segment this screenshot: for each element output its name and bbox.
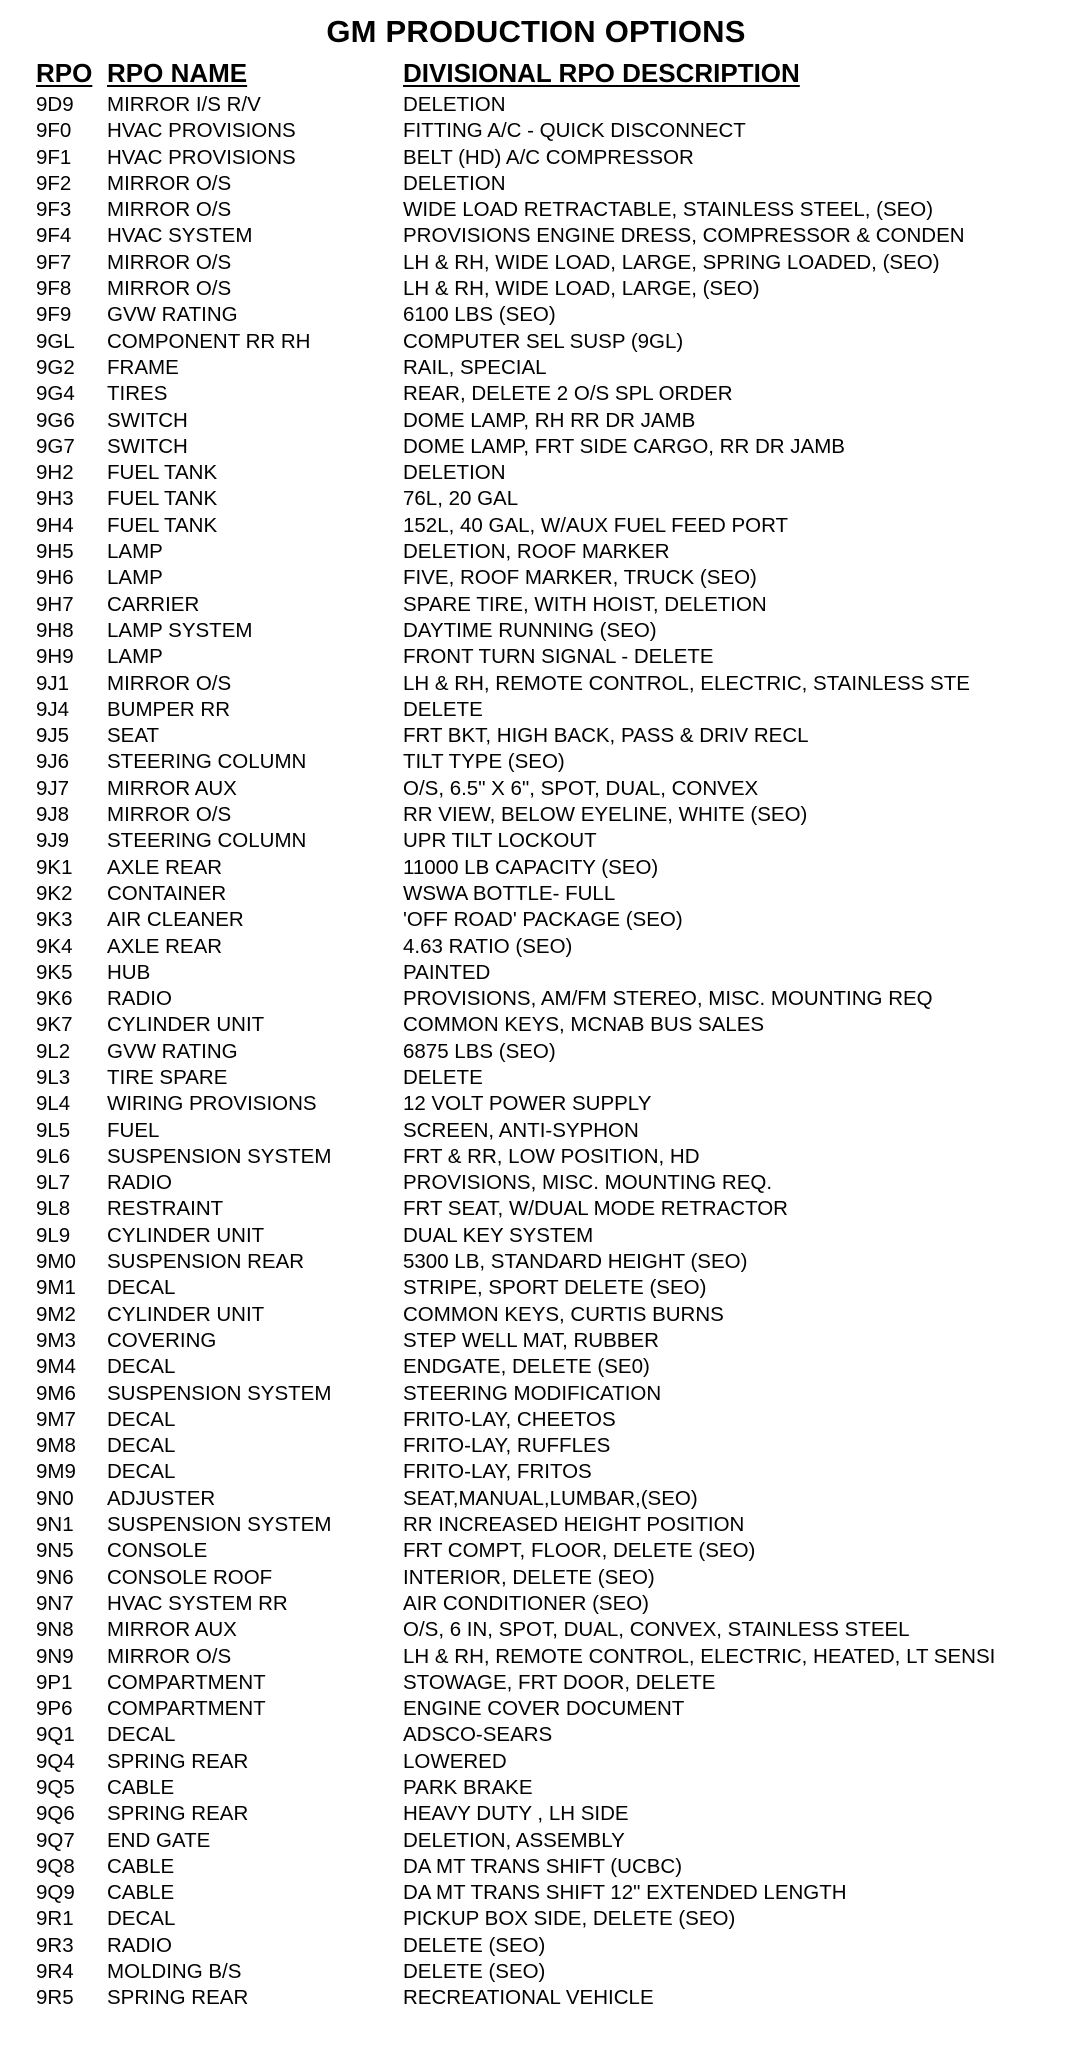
rpo-code: 9Q5 — [36, 1776, 75, 1799]
rpo-description: DELETE (SEO) — [403, 1960, 546, 1984]
rpo-code: 9G4 — [36, 382, 75, 406]
rpo-description: DA MT TRANS SHIFT 12" EXTENDED LENGTH — [403, 1881, 847, 1905]
rpo-description: FRT BKT, HIGH BACK, PASS & DRIV RECL — [403, 724, 809, 748]
rpo-description: LH & RH, WIDE LOAD, LARGE, SPRING LOADED, (SEO) — [403, 250, 940, 274]
table-row — [0, 1696, 1072, 1722]
rpo-description: 5300 LB, STANDARD HEIGHT (SEO) — [403, 1250, 748, 1274]
rpo-description: STEP WELL MAT, RUBBER — [403, 1328, 659, 1352]
table-row — [0, 1354, 1072, 1380]
rpo-code: 9F7 — [36, 250, 72, 274]
table-row — [0, 1722, 1072, 1748]
rpo-name: DECAL — [107, 1907, 176, 1931]
table-row — [0, 907, 1072, 933]
rpo-code: 9H6 — [36, 566, 74, 590]
rpo-name: CONSOLE ROOF — [107, 1565, 273, 1589]
rpo-description: O/S, 6.5" X 6", SPOT, DUAL, CONVEX — [403, 776, 759, 800]
rpo-code: 9H4 — [36, 513, 74, 537]
rpo-code: 9K2 — [36, 881, 73, 905]
rpo-name: MIRROR I/S R/V — [107, 93, 261, 116]
rpo-name: MIRROR O/S — [107, 803, 232, 827]
rpo-code: 9K3 — [36, 908, 73, 932]
table-row — [0, 486, 1072, 512]
rpo-name: FUEL — [107, 1118, 160, 1142]
rpo-code: 9L3 — [36, 1065, 71, 1089]
rpo-name: CYLINDER UNIT — [107, 1223, 265, 1247]
column-header-rpo: RPO — [36, 58, 93, 88]
table-row — [0, 934, 1072, 960]
table-row — [0, 1381, 1072, 1407]
rpo-name: HVAC SYSTEM RR — [107, 1591, 288, 1615]
rpo-description: FRITO-LAY, FRITOS — [403, 1460, 592, 1484]
rpo-name: SUSPENSION SYSTEM — [107, 1513, 332, 1537]
table-row — [0, 671, 1072, 697]
rpo-code: 9M0 — [36, 1250, 76, 1274]
table-row — [0, 1749, 1072, 1775]
rpo-name: DECAL — [107, 1355, 176, 1379]
table-row — [0, 749, 1072, 775]
rpo-code: 9Q4 — [36, 1749, 75, 1773]
rpo-description: COMPUTER SEL SUSP (9GL) — [403, 329, 684, 353]
rpo-name: SEAT — [107, 724, 160, 748]
table-row — [0, 1854, 1072, 1880]
rpo-description: 152L, 40 GAL, W/AUX FUEL FEED PORT — [403, 513, 789, 537]
table-row — [0, 1433, 1072, 1459]
rpo-description: LH & RH, REMOTE CONTROL, ELECTRIC, HEATED, LT SENSI — [403, 1644, 996, 1668]
rpo-name: LAMP — [107, 645, 163, 669]
rpo-code: 9J1 — [36, 671, 70, 695]
rpo-name: MIRROR AUX — [107, 1618, 237, 1642]
rpo-name: FRAME — [107, 355, 179, 379]
rpo-name: TIRES — [107, 382, 168, 406]
rpo-name: RADIO — [107, 1933, 172, 1957]
rpo-description: DELETE (SEO) — [403, 1933, 546, 1957]
rpo-description: SEAT,MANUAL,LUMBAR,(SEO) — [403, 1486, 698, 1510]
rpo-description: PROVISIONS, MISC. MOUNTING REQ. — [403, 1171, 773, 1195]
rpo-name: STEERING COLUMN — [107, 829, 307, 853]
rpo-description: STEERING MODIFICATION — [403, 1381, 662, 1405]
rpo-name: MIRROR O/S — [107, 198, 232, 222]
table-row — [0, 1670, 1072, 1696]
table-row — [0, 592, 1072, 618]
options-table — [0, 92, 1072, 2012]
table-row — [0, 1828, 1072, 1854]
rpo-description: STRIPE, SPORT DELETE (SEO) — [403, 1276, 707, 1300]
table-row — [0, 276, 1072, 302]
rpo-name: CYLINDER UNIT — [107, 1302, 265, 1326]
rpo-code: 9H3 — [36, 487, 74, 511]
rpo-code: 9F9 — [36, 303, 72, 327]
table-row — [0, 1959, 1072, 1985]
rpo-description: DELETION — [403, 93, 506, 116]
rpo-description: INTERIOR, DELETE (SEO) — [403, 1565, 655, 1589]
rpo-name: MIRROR O/S — [107, 171, 232, 195]
rpo-name: CONTAINER — [107, 881, 227, 905]
rpo-name: DECAL — [107, 1407, 176, 1431]
rpo-code: 9N8 — [36, 1618, 74, 1642]
rpo-description: BELT (HD) A/C COMPRESSOR — [403, 145, 694, 169]
rpo-description: PAINTED — [403, 960, 491, 984]
rpo-description: ADSCO-SEARS — [403, 1723, 553, 1747]
table-row — [0, 1223, 1072, 1249]
rpo-description: PROVISIONS, AM/FM STEREO, MISC. MOUNTING REQ — [403, 987, 933, 1011]
rpo-description: PROVISIONS ENGINE DRESS, COMPRESSOR & CONDEN — [403, 224, 965, 248]
table-row — [0, 1170, 1072, 1196]
rpo-code: 9H5 — [36, 540, 74, 564]
rpo-name: AIR CLEANER — [107, 908, 244, 932]
rpo-code: 9M6 — [36, 1381, 76, 1405]
rpo-name: TIRE SPARE — [107, 1065, 228, 1089]
rpo-description: 6875 LBS (SEO) — [403, 1039, 556, 1063]
table-row — [0, 1039, 1072, 1065]
page-title: GM PRODUCTION OPTIONS — [326, 14, 746, 49]
rpo-description: LH & RH, WIDE LOAD, LARGE, (SEO) — [403, 277, 760, 301]
table-row — [0, 1249, 1072, 1275]
rpo-name: RESTRAINT — [107, 1197, 224, 1221]
rpo-code: 9M9 — [36, 1460, 76, 1484]
rpo-code: 9D9 — [36, 93, 74, 116]
rpo-code: 9H2 — [36, 461, 74, 485]
rpo-name: ADJUSTER — [107, 1486, 216, 1510]
table-row — [0, 881, 1072, 907]
rpo-code: 9F2 — [36, 171, 72, 195]
table-row — [0, 1565, 1072, 1591]
rpo-description: 'OFF ROAD' PACKAGE (SEO) — [403, 908, 683, 932]
rpo-name: COVERING — [107, 1328, 217, 1352]
rpo-code: 9R4 — [36, 1960, 74, 1984]
rpo-code: 9L8 — [36, 1197, 71, 1221]
rpo-code: 9H8 — [36, 618, 74, 642]
rpo-description: 12 VOLT POWER SUPPLY — [403, 1092, 652, 1116]
rpo-code: 9Q8 — [36, 1854, 75, 1878]
rpo-code: 9P1 — [36, 1670, 73, 1694]
rpo-name: SUSPENSION SYSTEM — [107, 1144, 332, 1168]
rpo-code: 9J4 — [36, 697, 70, 721]
rpo-code: 9K6 — [36, 987, 73, 1011]
table-row — [0, 302, 1072, 328]
rpo-name: CONSOLE — [107, 1539, 208, 1563]
rpo-name: RADIO — [107, 1171, 172, 1195]
table-row — [0, 1906, 1072, 1932]
table-row — [0, 118, 1072, 144]
table-row — [0, 197, 1072, 223]
rpo-description: TILT TYPE (SEO) — [403, 750, 565, 774]
table-row — [0, 434, 1072, 460]
rpo-description: WSWA BOTTLE- FULL — [403, 881, 616, 905]
rpo-code: 9Q9 — [36, 1881, 75, 1905]
rpo-name: COMPARTMENT — [107, 1697, 266, 1721]
rpo-description: DELETION — [403, 461, 506, 485]
rpo-name: FUEL TANK — [107, 461, 218, 485]
rpo-name: LAMP SYSTEM — [107, 618, 253, 642]
rpo-name: MIRROR O/S — [107, 250, 232, 274]
table-row — [0, 355, 1072, 381]
table-row — [0, 1459, 1072, 1485]
rpo-code: 9N1 — [36, 1513, 74, 1537]
rpo-description: COMMON KEYS, CURTIS BURNS — [403, 1302, 724, 1326]
rpo-name: CABLE — [107, 1854, 175, 1878]
table-row — [0, 1617, 1072, 1643]
rpo-name: MIRROR O/S — [107, 671, 232, 695]
rpo-code: 9R3 — [36, 1933, 74, 1957]
rpo-code: 9J5 — [36, 724, 70, 748]
rpo-code: 9J7 — [36, 776, 70, 800]
rpo-code: 9M8 — [36, 1434, 76, 1458]
rpo-name: HVAC PROVISIONS — [107, 145, 296, 169]
rpo-code: 9K5 — [36, 960, 73, 984]
rpo-code: 9F4 — [36, 224, 72, 248]
rpo-name: MOLDING B/S — [107, 1960, 242, 1984]
table-row — [0, 855, 1072, 881]
rpo-description: FITTING A/C - QUICK DISCONNECT — [403, 119, 746, 143]
rpo-description: FRT SEAT, W/DUAL MODE RETRACTOR — [403, 1197, 788, 1221]
rpo-code: 9L6 — [36, 1144, 71, 1168]
rpo-description: ENGINE COVER DOCUMENT — [403, 1697, 685, 1721]
rpo-description: FIVE, ROOF MARKER, TRUCK (SEO) — [403, 566, 757, 590]
rpo-description: FRT COMPT, FLOOR, DELETE (SEO) — [403, 1539, 756, 1563]
rpo-name: STEERING COLUMN — [107, 750, 307, 774]
rpo-name: HUB — [107, 960, 151, 984]
table-row — [0, 618, 1072, 644]
rpo-code: 9GL — [36, 329, 75, 353]
table-row — [0, 1091, 1072, 1117]
table-row — [0, 513, 1072, 539]
rpo-code: 9F0 — [36, 119, 72, 143]
rpo-code: 9F3 — [36, 198, 72, 222]
rpo-description: DUAL KEY SYSTEM — [403, 1223, 594, 1247]
rpo-description: FRT & RR, LOW POSITION, HD — [403, 1144, 700, 1168]
column-header-description: DIVISIONAL RPO DESCRIPTION — [403, 58, 800, 88]
rpo-name: HVAC PROVISIONS — [107, 119, 296, 143]
table-row — [0, 776, 1072, 802]
rpo-description: DELETE — [403, 697, 483, 721]
table-row — [0, 171, 1072, 197]
rpo-code: 9N5 — [36, 1539, 74, 1563]
table-row — [0, 1801, 1072, 1827]
rpo-code: 9Q1 — [36, 1723, 75, 1747]
rpo-description: DELETION, ASSEMBLY — [403, 1828, 625, 1852]
rpo-code: 9K1 — [36, 855, 73, 879]
rpo-name: FUEL TANK — [107, 513, 218, 537]
rpo-name: BUMPER RR — [107, 697, 231, 721]
rpo-description: 76L, 20 GAL — [403, 487, 519, 511]
rpo-name: SUSPENSION REAR — [107, 1250, 305, 1274]
rpo-name: DECAL — [107, 1276, 176, 1300]
rpo-code: 9L7 — [36, 1171, 71, 1195]
rpo-description: LOWERED — [403, 1749, 507, 1773]
rpo-code: 9Q6 — [36, 1802, 75, 1826]
table-row — [0, 460, 1072, 486]
rpo-name: LAMP — [107, 540, 163, 564]
rpo-description: 6100 LBS (SEO) — [403, 303, 556, 327]
rpo-description: SPARE TIRE, WITH HOIST, DELETION — [403, 592, 767, 616]
rpo-description: WIDE LOAD RETRACTABLE, STAINLESS STEEL, (SEO) — [403, 198, 934, 222]
rpo-code: 9L9 — [36, 1223, 71, 1247]
table-row — [0, 986, 1072, 1012]
rpo-name: SPRING REAR — [107, 1749, 249, 1773]
rpo-name: CABLE — [107, 1776, 175, 1799]
rpo-code: 9G6 — [36, 408, 75, 432]
rpo-description: DA MT TRANS SHIFT (UCBC) — [403, 1854, 683, 1878]
rpo-name: HVAC SYSTEM — [107, 224, 253, 248]
rpo-name: MIRROR O/S — [107, 1644, 232, 1668]
table-row — [0, 1144, 1072, 1170]
rpo-code: 9K7 — [36, 1013, 73, 1037]
table-row — [0, 1328, 1072, 1354]
rpo-description: LH & RH, REMOTE CONTROL, ELECTRIC, STAINLESS STE — [403, 671, 970, 695]
rpo-code: 9N9 — [36, 1644, 74, 1668]
rpo-name: DECAL — [107, 1434, 176, 1458]
rpo-description: UPR TILT LOCKOUT — [403, 829, 597, 853]
rpo-code: 9L4 — [36, 1092, 71, 1116]
rpo-name: DECAL — [107, 1460, 176, 1484]
rpo-code: 9L2 — [36, 1039, 71, 1063]
rpo-description: DELETE — [403, 1065, 483, 1089]
rpo-code: 9G2 — [36, 355, 75, 379]
table-row — [0, 828, 1072, 854]
table-row — [0, 1538, 1072, 1564]
rpo-name: GVW RATING — [107, 1039, 238, 1063]
table-row — [0, 92, 1072, 118]
rpo-description: RR INCREASED HEIGHT POSITION — [403, 1513, 745, 1537]
rpo-code: 9M7 — [36, 1407, 76, 1431]
table-row — [0, 1302, 1072, 1328]
rpo-code: 9F1 — [36, 145, 72, 169]
rpo-name: CYLINDER UNIT — [107, 1013, 265, 1037]
rpo-description: COMMON KEYS, MCNAB BUS SALES — [403, 1013, 765, 1037]
rpo-code: 9R1 — [36, 1907, 74, 1931]
rpo-code: 9M4 — [36, 1355, 76, 1379]
rpo-description: DOME LAMP, RH RR DR JAMB — [403, 408, 696, 432]
rpo-code: 9M1 — [36, 1276, 76, 1300]
rpo-description: DAYTIME RUNNING (SEO) — [403, 618, 657, 642]
rpo-code: 9N0 — [36, 1486, 74, 1510]
table-row — [0, 1118, 1072, 1144]
rpo-name: MIRROR AUX — [107, 776, 237, 800]
rpo-description: DELETION, ROOF MARKER — [403, 540, 670, 564]
rpo-description: PARK BRAKE — [403, 1776, 533, 1799]
rpo-code: 9H7 — [36, 592, 74, 616]
rpo-description: O/S, 6 IN, SPOT, DUAL, CONVEX, STAINLESS STEEL — [403, 1618, 910, 1642]
table-row — [0, 1012, 1072, 1038]
rpo-description: FRITO-LAY, RUFFLES — [403, 1434, 611, 1458]
rpo-name: MIRROR O/S — [107, 277, 232, 301]
table-row — [0, 250, 1072, 276]
rpo-description: 4.63 RATIO (SEO) — [403, 934, 573, 958]
rpo-name: END GATE — [107, 1828, 211, 1852]
rpo-code: 9N6 — [36, 1565, 74, 1589]
rpo-description: RAIL, SPECIAL — [403, 355, 547, 379]
rpo-code: 9P6 — [36, 1697, 73, 1721]
rpo-code: 9J6 — [36, 750, 70, 774]
rpo-name: COMPONENT RR RH — [107, 329, 311, 353]
rpo-description: HEAVY DUTY , LH SIDE — [403, 1802, 629, 1826]
rpo-code: 9R5 — [36, 1986, 74, 2010]
rpo-code: 9F8 — [36, 277, 72, 301]
table-row — [0, 381, 1072, 407]
rpo-name: CARRIER — [107, 592, 200, 616]
table-row — [0, 1486, 1072, 1512]
rpo-name: WIRING PROVISIONS — [107, 1092, 317, 1116]
table-row — [0, 565, 1072, 591]
rpo-name: AXLE REAR — [107, 855, 223, 879]
rpo-description: FRITO-LAY, CHEETOS — [403, 1407, 616, 1431]
table-row — [0, 1985, 1072, 2011]
rpo-code: 9H9 — [36, 645, 74, 669]
rpo-code: 9J8 — [36, 803, 70, 827]
rpo-name: FUEL TANK — [107, 487, 218, 511]
rpo-description: ENDGATE, DELETE (SE0) — [403, 1355, 650, 1379]
rpo-description: AIR CONDITIONER (SEO) — [403, 1591, 650, 1615]
rpo-name: AXLE REAR — [107, 934, 223, 958]
table-row — [0, 697, 1072, 723]
rpo-name: GVW RATING — [107, 303, 238, 327]
table-row — [0, 1880, 1072, 1906]
rpo-name: COMPARTMENT — [107, 1670, 266, 1694]
table-row — [0, 802, 1072, 828]
table-row — [0, 960, 1072, 986]
table-row — [0, 1644, 1072, 1670]
rpo-name: CABLE — [107, 1881, 175, 1905]
table-row — [0, 539, 1072, 565]
table-row — [0, 644, 1072, 670]
rpo-name: SPRING REAR — [107, 1802, 249, 1826]
rpo-code: 9L5 — [36, 1118, 71, 1142]
rpo-name: RADIO — [107, 987, 172, 1011]
rpo-code: 9J9 — [36, 829, 70, 853]
rpo-description: RR VIEW, BELOW EYELINE, WHITE (SEO) — [403, 803, 808, 827]
rpo-code: 9Q7 — [36, 1828, 75, 1852]
rpo-name: SWITCH — [107, 408, 188, 432]
table-row — [0, 1275, 1072, 1301]
rpo-description: 11000 LB CAPACITY (SEO) — [403, 855, 659, 879]
column-header-rpo-name: RPO NAME — [107, 58, 248, 88]
rpo-description: DOME LAMP, FRT SIDE CARGO, RR DR JAMB — [403, 434, 845, 458]
table-row — [0, 408, 1072, 434]
rpo-name: SWITCH — [107, 434, 188, 458]
table-row — [0, 1196, 1072, 1222]
table-row — [0, 723, 1072, 749]
rpo-name: SPRING REAR — [107, 1986, 249, 2010]
table-row — [0, 1775, 1072, 1801]
rpo-description: SCREEN, ANTI-SYPHON — [403, 1118, 639, 1142]
table-row — [0, 1407, 1072, 1433]
rpo-code: 9G7 — [36, 434, 75, 458]
rpo-description: FRONT TURN SIGNAL - DELETE — [403, 645, 714, 669]
rpo-name: SUSPENSION SYSTEM — [107, 1381, 332, 1405]
rpo-description: PICKUP BOX SIDE, DELETE (SEO) — [403, 1907, 736, 1931]
table-row — [0, 145, 1072, 171]
rpo-description: REAR, DELETE 2 O/S SPL ORDER — [403, 382, 733, 406]
rpo-name: DECAL — [107, 1723, 176, 1747]
rpo-description: RECREATIONAL VEHICLE — [403, 1986, 654, 2010]
rpo-name: LAMP — [107, 566, 163, 590]
table-row — [0, 1065, 1072, 1091]
table-row — [0, 223, 1072, 249]
table-row — [0, 1512, 1072, 1538]
table-row — [0, 329, 1072, 355]
rpo-description: DELETION — [403, 171, 506, 195]
rpo-code: 9N7 — [36, 1591, 74, 1615]
rpo-description: STOWAGE, FRT DOOR, DELETE — [403, 1670, 716, 1694]
table-row — [0, 1933, 1072, 1959]
rpo-code: 9M3 — [36, 1328, 76, 1352]
table-row — [0, 1591, 1072, 1617]
rpo-code: 9M2 — [36, 1302, 76, 1326]
rpo-code: 9K4 — [36, 934, 73, 958]
